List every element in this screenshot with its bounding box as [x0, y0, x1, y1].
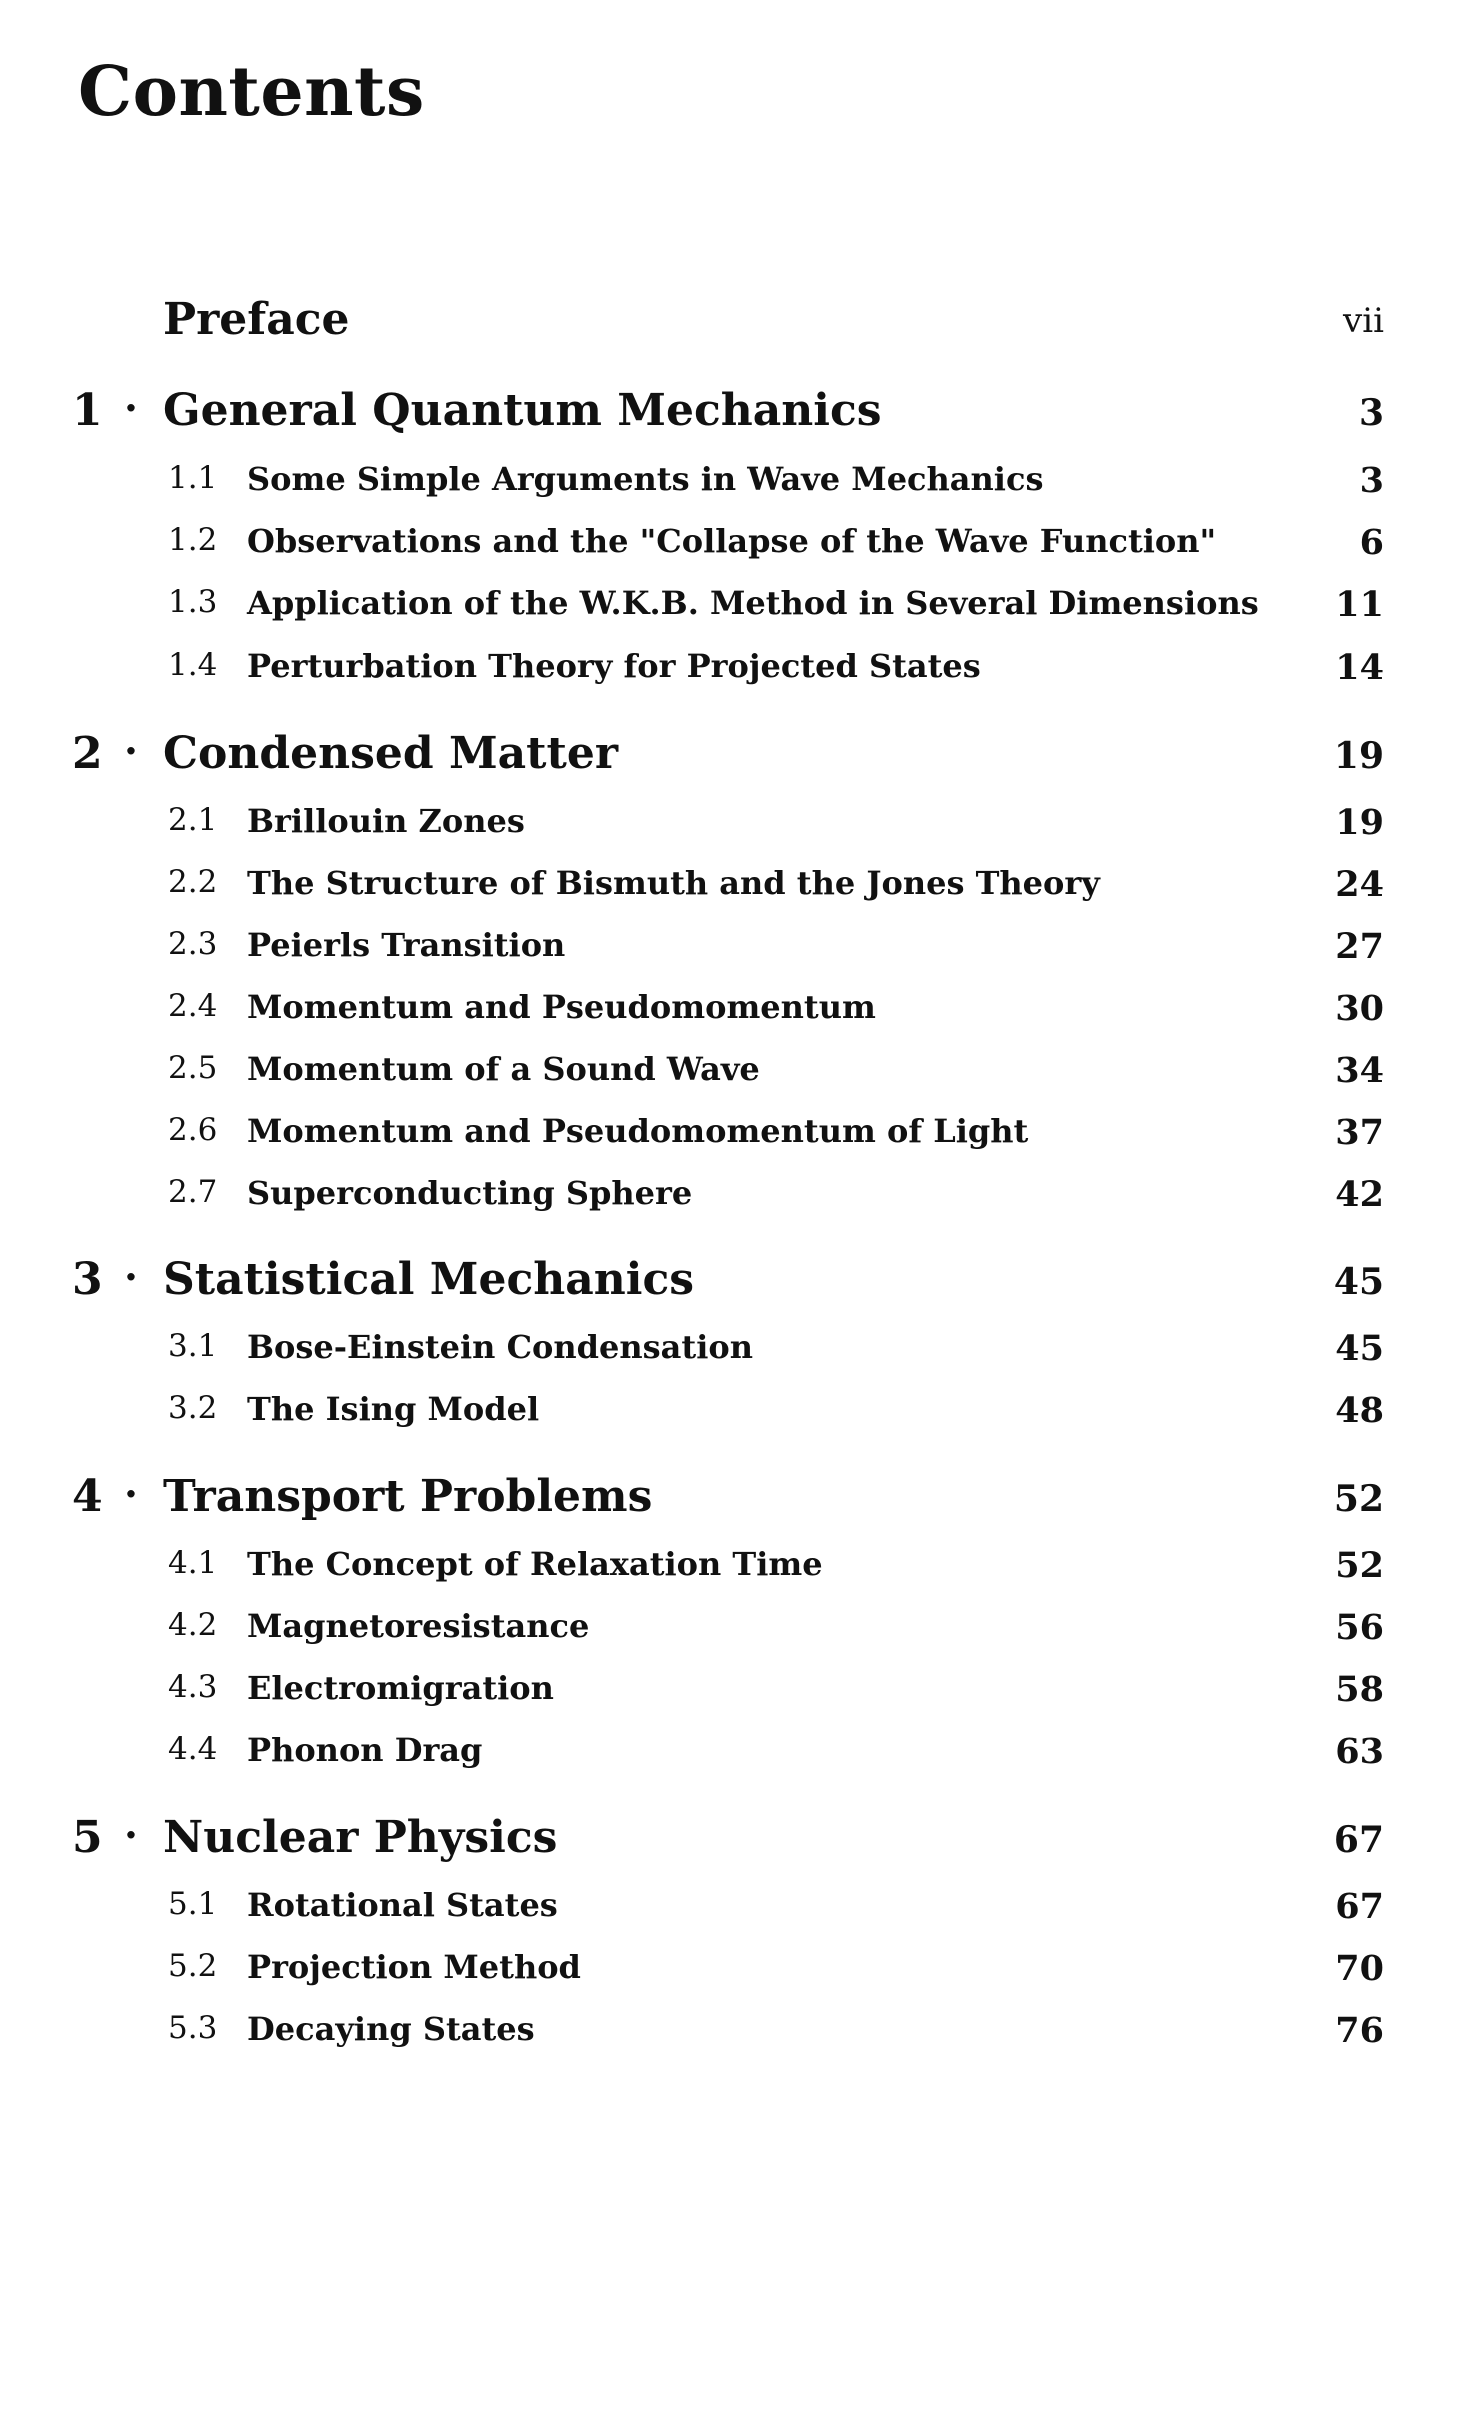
section-number: 4.4 [168, 1731, 218, 1767]
chapter-page: 67 [1333, 1819, 1384, 1861]
section-page: 14 [1335, 647, 1384, 688]
chapter-title: Statistical Mechanics [163, 1254, 695, 1305]
section-number: 4.1 [168, 1545, 218, 1581]
section-number: 2.2 [168, 864, 218, 900]
chapter-title: Transport Problems [163, 1471, 653, 1522]
section-title: Magnetoresistance [247, 1607, 590, 1645]
section-number: 1.4 [168, 647, 218, 683]
section-number: 1.1 [168, 460, 218, 496]
section-number: 3.1 [168, 1328, 218, 1364]
section-title: Rotational States [247, 1886, 558, 1924]
chapter-number: 5 [72, 1812, 103, 1863]
section-page: 30 [1335, 988, 1384, 1029]
chapter-number: 4 [72, 1471, 103, 1522]
section-title: Superconducting Sphere [247, 1174, 693, 1212]
chapter-page: 45 [1333, 1261, 1384, 1303]
chapter-separator-dot: · [124, 1471, 138, 1518]
chapter-page: 3 [1358, 392, 1384, 434]
section-page: 3 [1359, 460, 1384, 501]
preface-page: vii [1343, 301, 1384, 341]
section-page: 58 [1335, 1669, 1384, 1710]
section-number: 4.3 [168, 1669, 218, 1705]
section-number: 4.2 [168, 1607, 218, 1643]
section-page: 56 [1335, 1607, 1384, 1648]
section-title: The Ising Model [247, 1390, 540, 1428]
section-title: Phonon Drag [247, 1731, 483, 1769]
section-title: Perturbation Theory for Projected States [247, 647, 981, 685]
section-title: Electromigration [247, 1669, 554, 1707]
chapter-separator-dot: · [124, 728, 138, 775]
section-title: Observations and the "Collapse of the Wave Function" [247, 522, 1217, 560]
chapter-title: General Quantum Mechanics [163, 385, 882, 436]
section-number: 2.5 [168, 1050, 218, 1086]
section-number: 2.3 [168, 926, 218, 962]
chapter-number: 1 [72, 385, 103, 436]
chapter-page: 52 [1333, 1478, 1384, 1520]
section-title: Peierls Transition [247, 926, 566, 964]
chapter-title: Nuclear Physics [163, 1812, 558, 1863]
section-page: 76 [1335, 2010, 1384, 2051]
section-page: 70 [1335, 1948, 1384, 1989]
section-title: Momentum and Pseudomomentum of Light [247, 1112, 1029, 1150]
section-number: 3.2 [168, 1390, 218, 1426]
section-title: Decaying States [247, 2010, 535, 2048]
section-number: 2.7 [168, 1174, 218, 1210]
section-title: Momentum of a Sound Wave [247, 1050, 760, 1088]
section-page: 67 [1335, 1886, 1384, 1927]
section-title: Momentum and Pseudomomentum [247, 988, 876, 1026]
section-page: 63 [1335, 1731, 1384, 1772]
section-number: 1.2 [168, 522, 218, 558]
section-title: Some Simple Arguments in Wave Mechanics [247, 460, 1044, 498]
chapter-page: 19 [1333, 735, 1384, 777]
section-page: 52 [1335, 1545, 1384, 1586]
section-number: 5.2 [168, 1948, 218, 1984]
section-title: Projection Method [247, 1948, 581, 1986]
section-title: The Structure of Bismuth and the Jones Theory [247, 864, 1100, 902]
section-page: 48 [1335, 1390, 1384, 1431]
section-page: 27 [1335, 926, 1384, 967]
section-number: 5.1 [168, 1886, 218, 1922]
section-number: 2.4 [168, 988, 218, 1024]
section-page: 37 [1335, 1112, 1384, 1153]
chapter-separator-dot: · [124, 385, 138, 432]
section-page: 19 [1335, 802, 1384, 843]
section-page: 11 [1335, 584, 1384, 625]
section-page: 42 [1335, 1174, 1384, 1215]
section-page: 45 [1335, 1328, 1384, 1369]
section-page: 34 [1335, 1050, 1384, 1091]
chapter-number: 3 [72, 1254, 103, 1305]
section-number: 1.3 [168, 584, 218, 620]
page-title: Contents [78, 52, 425, 132]
chapter-separator-dot: · [124, 1812, 138, 1859]
section-page: 6 [1359, 522, 1384, 563]
section-number: 2.6 [168, 1112, 218, 1148]
section-title: The Concept of Relaxation Time [247, 1545, 823, 1583]
section-number: 2.1 [168, 802, 218, 838]
section-number: 5.3 [168, 2010, 218, 2046]
chapter-number: 2 [72, 728, 103, 779]
section-title: Application of the W.K.B. Method in Several Dimensions [247, 584, 1259, 622]
section-page: 24 [1335, 864, 1384, 905]
section-title: Bose-Einstein Condensation [247, 1328, 753, 1366]
chapter-title: Condensed Matter [163, 728, 618, 779]
preface-title: Preface [163, 294, 350, 345]
chapter-separator-dot: · [124, 1254, 138, 1301]
section-title: Brillouin Zones [247, 802, 525, 840]
